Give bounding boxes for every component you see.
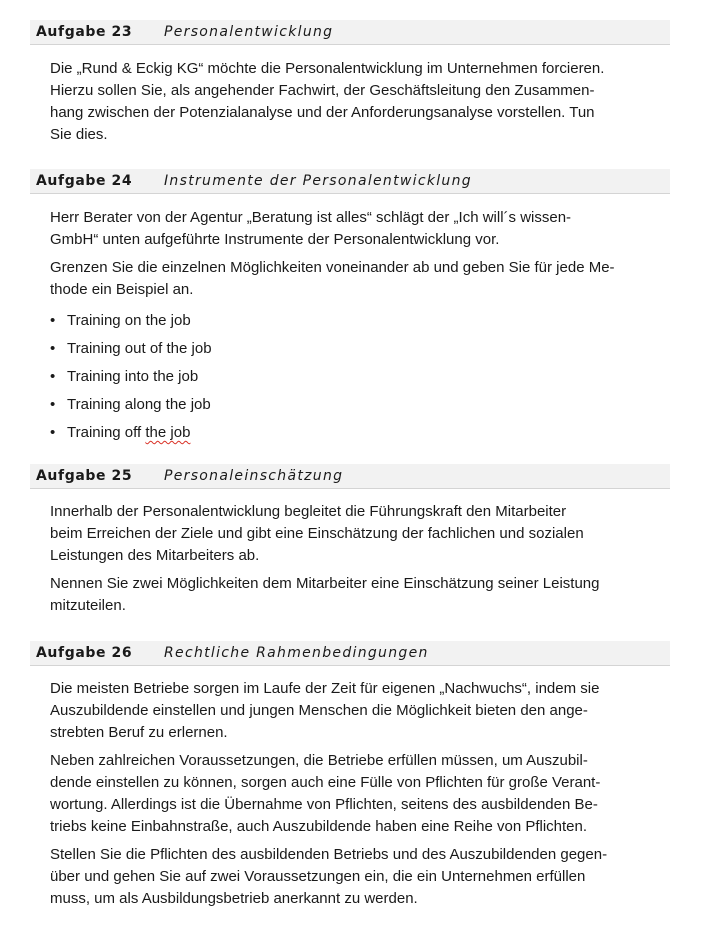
task-paragraph <box>50 207 668 251</box>
task-paragraph <box>50 501 668 567</box>
task-body <box>30 666 670 910</box>
text-line: triebs keine Einbahnstraße, auch Auszubildende haben eine Reihe von Pflichten. <box>50 818 588 835</box>
text-line: thode ein Beispiel an. <box>50 281 194 298</box>
task-number: Aufgabe 25 <box>36 468 133 484</box>
task-header <box>30 464 670 489</box>
spellcheck-underline: the job <box>145 424 191 441</box>
text-line: Sie dies. <box>50 126 108 143</box>
task-paragraph <box>50 678 668 744</box>
text-line: muss, um als Ausbildungsbetrieb anerkannt zu werden. <box>50 890 418 907</box>
text-line: Hierzu sollen Sie, als angehender Fachwirt, der Geschäftsleitung den Zusammen- <box>50 82 595 99</box>
text-line: dende einstellen zu können, sorgen auch eine Fülle von Pflichten für große Verant- <box>50 774 601 791</box>
list-item <box>50 391 668 419</box>
bullet-icon: • <box>50 312 56 329</box>
task-header <box>30 20 670 45</box>
task-title: Instrumente der Personalentwicklung <box>164 173 472 189</box>
text-line: Nennen Sie zwei Möglichkeiten dem Mitarbeiter eine Einschätzung seiner Leistung <box>50 575 600 592</box>
list-item <box>50 363 668 391</box>
list-item-text: Training on the job <box>67 312 191 329</box>
bullet-icon: • <box>50 368 56 385</box>
text-line: über und gehen Sie auf zwei Voraussetzungen ein, die ein Unternehmen erfüllen <box>50 868 586 885</box>
text-line: Auszubildende einstellen und jungen Menschen die Möglichkeit bieten den ange- <box>50 702 588 719</box>
text-line: Leistungen des Mitarbeiters ab. <box>50 547 260 564</box>
task-header <box>30 641 670 666</box>
task-paragraph <box>50 750 668 838</box>
text-line: Herr Berater von der Agentur „Beratung ist alles“ schlägt der „Ich will´s wissen- <box>50 209 572 226</box>
task-paragraph <box>50 58 668 146</box>
bullet-list <box>50 307 668 447</box>
text-line: Grenzen Sie die einzelnen Möglichkeiten voneinander ab und geben Sie für jede Me- <box>50 259 615 276</box>
text-line: hang zwischen der Potenzialanalyse und der Anforderungsanalyse vorstellen. Tun <box>50 104 595 121</box>
list-item-text: Training off the job <box>67 424 191 441</box>
task-paragraph <box>50 257 668 301</box>
task-title: Personalentwicklung <box>164 24 334 40</box>
text-line: Innerhalb der Personalentwicklung begleitet die Führungskraft den Mitarbeiter <box>50 503 567 520</box>
list-item <box>50 307 668 335</box>
text-line: Die „Rund & Eckig KG“ möchte die Personalentwicklung im Unternehmen forcieren. <box>50 60 605 77</box>
text-line: mitzuteilen. <box>50 597 126 614</box>
text-line: beim Erreichen der Ziele und gibt eine Einschätzung der fachlichen und sozialen <box>50 525 584 542</box>
task-body <box>30 194 670 447</box>
text-line: Stellen Sie die Pflichten des ausbildenden Betriebs und des Auszubildenden gegen- <box>50 846 608 863</box>
bullet-icon: • <box>50 396 56 413</box>
text-line: Die meisten Betriebe sorgen im Laufe der Zeit für eigenen „Nachwuchs“, indem sie <box>50 680 600 697</box>
task-26 <box>30 641 670 916</box>
task-body <box>30 489 670 617</box>
task-title: Rechtliche Rahmenbedingungen <box>164 645 429 661</box>
list-item-text: Training out of the job <box>67 340 212 357</box>
text-line: strebten Beruf zu erlernen. <box>50 724 228 741</box>
task-25 <box>30 464 670 623</box>
text-line: Neben zahlreichen Voraussetzungen, die Betriebe erfüllen müssen, um Auszubil- <box>50 752 588 769</box>
list-item-text: Training along the job <box>67 396 211 413</box>
task-24 <box>30 169 670 447</box>
task-title: Personaleinschätzung <box>164 468 344 484</box>
list-item <box>50 419 668 447</box>
task-number: Aufgabe 24 <box>36 173 133 189</box>
task-23 <box>30 20 670 152</box>
task-number: Aufgabe 23 <box>36 24 133 40</box>
list-item-text: Training into the job <box>67 368 199 385</box>
task-paragraph <box>50 573 668 617</box>
bullet-icon: • <box>50 340 56 357</box>
task-number: Aufgabe 26 <box>36 645 133 661</box>
bullet-icon: • <box>50 424 56 441</box>
task-body <box>30 45 670 146</box>
text-line: wortung. Allerdings ist die Übernahme von Pflichten, seitens des ausbildenden Be- <box>50 796 598 813</box>
text-line: GmbH“ unten aufgeführte Instrumente der Personalentwicklung vor. <box>50 231 500 248</box>
task-paragraph <box>50 844 668 910</box>
list-item <box>50 335 668 363</box>
task-header <box>30 169 670 194</box>
